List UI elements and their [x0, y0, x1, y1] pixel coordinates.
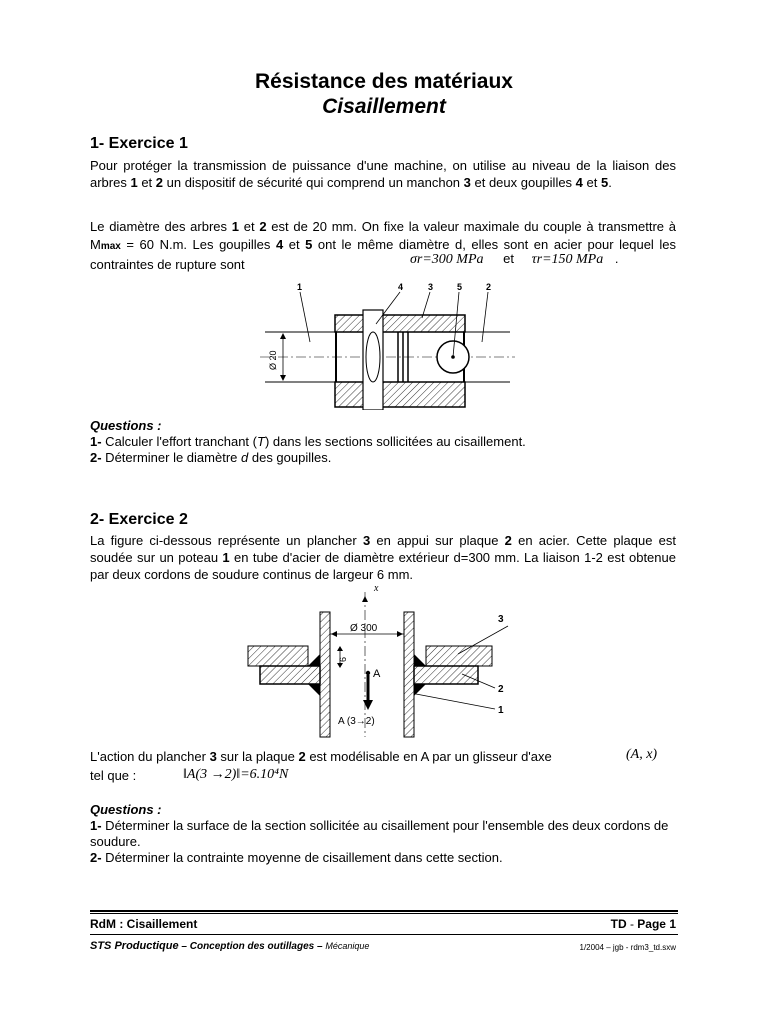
footer-rule-middle	[90, 934, 678, 935]
tau-formula: τr=150 MPa	[531, 252, 604, 267]
footer-course: RdM : Cisaillement	[90, 917, 198, 931]
diameter-300-label: Ø 300	[350, 623, 378, 634]
force-label: A (3→2)	[338, 716, 375, 727]
label-1: 1	[498, 705, 504, 716]
coupling-figure	[260, 280, 520, 410]
axis-notation: (A, x)	[626, 747, 658, 762]
exercise-1-paragraph-1: Pour protéger la transmission de puissance d'une machine, on utilise au niveau de la liaison des arbres 1 et 2 un dispositif de sécurité qui comprend un manchon 3 et deux goupilles 4 et 5.	[90, 158, 676, 190]
label-4: 4	[398, 282, 404, 292]
footer-reference: 1/2004 – jgb - rdm3_td.sxw	[579, 943, 676, 952]
footer-line-2: STS Productique – Conception des outillages – Mécanique 1/2004 – jgb - rdm3_td.sxw	[90, 940, 676, 952]
footer-page: TD - Page 1	[610, 917, 676, 931]
tel-que-label: tel que :	[90, 768, 137, 783]
exercise-2-paragraph-2: L'action du plancher 3 sur la plaque 2 est modélisable en A par un glisseur d'axe	[90, 749, 552, 764]
question-2: 2- Déterminer la contrainte moyenne de cisaillement dans cette section.	[90, 850, 503, 865]
label-2: 2	[498, 684, 504, 695]
footer-rule	[90, 910, 678, 912]
point-a-label: A	[373, 668, 381, 680]
rupture-stress-values: σr=300 MPa et τr=150 MPa .	[410, 251, 619, 267]
force-magnitude-formula: ‖A(3 →2)‖=6.10⁴N	[183, 767, 289, 782]
questions-title: Questions :	[90, 802, 162, 817]
weld-width-label: 6	[338, 656, 348, 662]
label-3: 3	[498, 614, 504, 625]
question-1: 1- Déterminer la surface de la section sollicitée au cisaillement pour l'ensemble des deux cordons de soudure.	[90, 818, 669, 849]
exercise-2-heading: 2- Exercice 2	[90, 511, 188, 528]
footer-rule-thin	[90, 913, 678, 914]
exercise-1-heading: 1- Exercice 1	[90, 135, 188, 152]
question-1: 1- Calculer l'effort tranchant (T) dans les sections sollicitées au cisaillement.	[90, 434, 526, 449]
exercise-2-paragraph-1: La figure ci-dessous représente un plancher 3 en appui sur plaque 2 en acier. Cette plaque est soudée sur un poteau 1 en tube d'acier de diamètre extérieur d=300 mm. La liaison 1-2 est obtenue par deux cordons de soudure continus de largeur 6 mm.	[90, 533, 676, 582]
exercise-1-paragraph-2: Le diamètre des arbres 1 et 2 est de 20 mm. On fixe la valeur maximale du couple à transmettre à Mmax = 60 N.m. Les goupilles 4 et 5 ont le même diamètre d, elles sont en acier pour lequel les contraintes de rupture sont	[90, 219, 676, 272]
footer-line-1	[90, 917, 676, 931]
question-2: 2- Déterminer le diamètre d des goupilles.	[90, 450, 332, 465]
welded-plate-figure	[240, 582, 530, 740]
label-1: 1	[297, 282, 303, 292]
questions-title: Questions :	[90, 418, 162, 433]
label-3: 3	[428, 282, 434, 292]
label-2: 2	[486, 282, 492, 292]
exercise-2-questions	[90, 802, 676, 866]
x-axis-label: x	[374, 583, 379, 594]
label-5: 5	[457, 282, 463, 292]
exercise-1-questions	[90, 418, 676, 466]
page-title: Résistance des matériaux	[255, 70, 513, 93]
page-subtitle: Cisaillement	[322, 95, 446, 118]
sigma-formula: σr=300 MPa	[410, 252, 484, 267]
diameter-label: Ø 20	[268, 350, 278, 370]
